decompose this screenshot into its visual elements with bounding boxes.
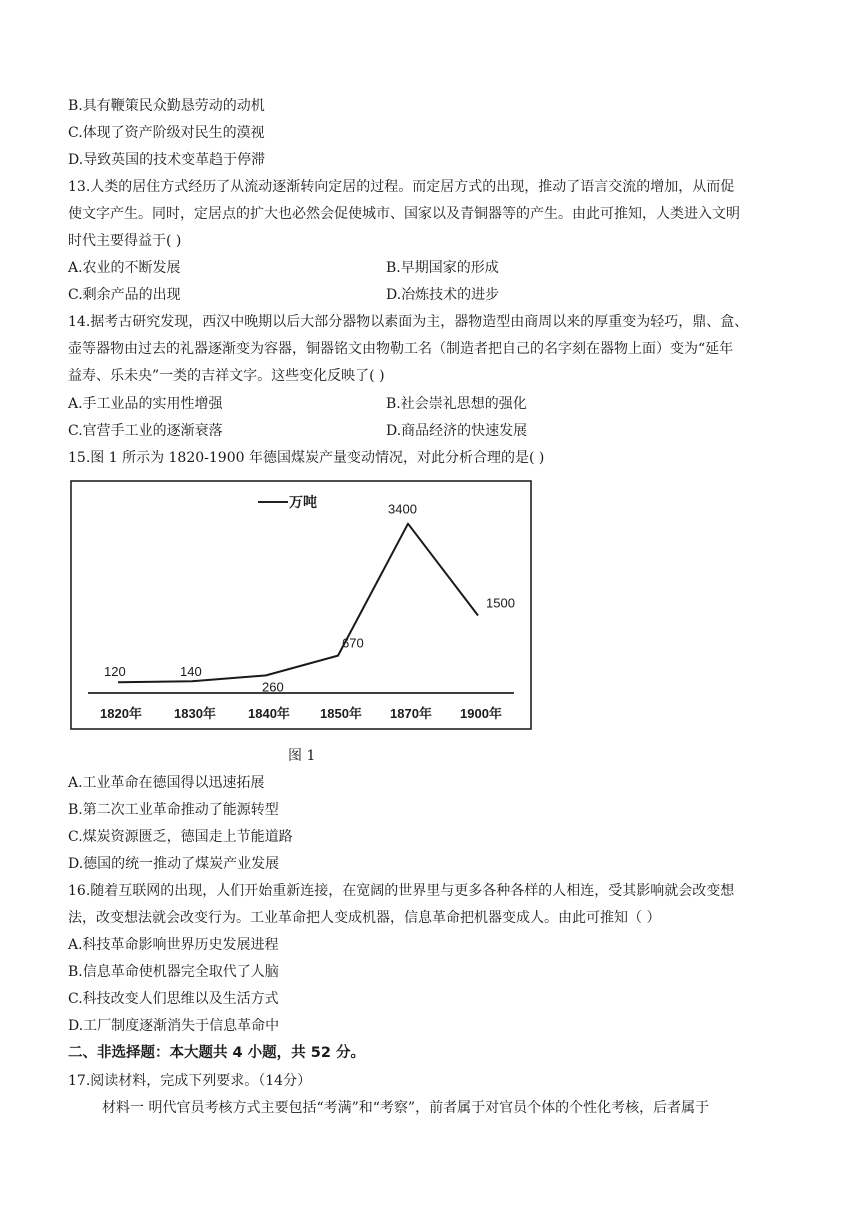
q17-stem: 17.阅读材料，完成下列要求。（14分） [68,1073,312,1089]
q13-option-b: B.早期国家的形成 [386,260,499,276]
data-label-2: 260 [262,679,284,695]
x-tick-label-0: 1820年 [100,706,142,721]
data-label-3: 670 [342,635,364,651]
q16-option-a: A.科技革命影响世界历史发展进程 [68,937,279,953]
q13-option-c: C.剩余产品的出现 [68,287,181,303]
q13-stem-line-3: 时代主要得益于( ) [68,233,182,249]
chart-svg [70,480,532,730]
data-label-5: 1500 [486,595,515,611]
q16-option-b: B.信息革命使机器完全取代了人脑 [68,964,279,980]
x-tick-label-4: 1870年 [390,706,432,721]
q14-option-d: D.商品经济的快速发展 [386,423,528,439]
section-2-heading: 二、非选择题：本大题共 4 小题，共 52 分。 [68,1045,365,1061]
q16-stem-line-1: 16.随着互联网的出现，人们开始重新连接，在宽阔的世界里与更多各种各样的人相连，受其影响就会改变想 [68,883,735,899]
x-tick-label-2: 1840年 [248,706,290,721]
q16-option-c: C.科技改变人们思维以及生活方式 [68,991,279,1007]
data-label-1: 140 [180,664,202,680]
x-tick-label-3: 1850年 [320,706,362,721]
q13-stem-line-2: 使文字产生。同时，定居点的扩大也必然会促使城市、国家以及青铜器等的产生。由此可推知，人类进入文明 [68,206,740,222]
coal-output-chart [70,480,532,730]
legend-label: 万吨 [289,494,317,510]
x-tick-label-5: 1900年 [460,706,502,721]
chart-frame [71,481,531,729]
q14-option-a: A.手工业品的实用性增强 [68,396,223,412]
q15-stem: 15.图 1 所示为 1820-1900 年德国煤炭产量变动情况，对此分析合理的是( ) [68,450,545,466]
q13-stem-line-1: 13.人类的居住方式经历了从流动逐渐转向定居的过程。而定居方式的出现，推动了语言交流的增加，从而促 [68,179,735,195]
figure-caption: 图 1 [288,748,316,764]
q14-stem-line-2: 壶等器物由过去的礼器逐渐变为容器，铜器铭文由物勒工名（制造者把自己的名字刻在器物上面）变为“延年 [68,341,734,357]
q12-option-b: B.具有鞭策民众勤恳劳动的动机 [68,98,265,114]
q14-stem-line-1: 14.据考古研究发现，西汉中晚期以后大部分器物以素面为主，器物造型由商周以来的厚重变为轻巧，鼎、盒、 [68,314,749,330]
x-tick-label-1: 1830年 [174,706,216,721]
q13-option-d: D.冶炼技术的进步 [386,287,500,303]
q16-stem-line-2: 法，改变想法就会改变行为。工业革命把人变成机器，信息革命把机器变成人。由此可推知（ ） [68,910,661,926]
q17-material-1: 材料一 明代官员考核方式主要包括“考满”和“考察”，前者属于对官员个体的个性化考核，后者属于 [102,1100,710,1116]
q15-option-d: D.德国的统一推动了煤炭产业发展 [68,856,280,872]
q15-option-b: B.第二次工业革命推动了能源转型 [68,802,279,818]
q15-option-c: C.煤炭资源匮乏，德国走上节能道路 [68,829,293,845]
q14-stem-line-3: 益寿、乐未央”一类的吉祥文字。这些变化反映了( ) [68,368,385,384]
q15-option-a: A.工业革命在德国得以迅速拓展 [68,775,265,791]
q16-option-d: D.工厂制度逐渐消失于信息革命中 [68,1018,280,1034]
data-label-4: 3400 [388,501,417,517]
q14-option-c: C.官营手工业的逐渐衰落 [68,423,223,439]
data-label-0: 120 [104,664,126,680]
q14-option-b: B.社会崇礼思想的强化 [386,396,527,412]
q12-option-c: C.体现了资产阶级对民生的漠视 [68,125,265,141]
q13-option-a: A.农业的不断发展 [68,260,181,276]
q12-option-d: D.导致英国的技术变革趋于停滞 [68,152,266,168]
